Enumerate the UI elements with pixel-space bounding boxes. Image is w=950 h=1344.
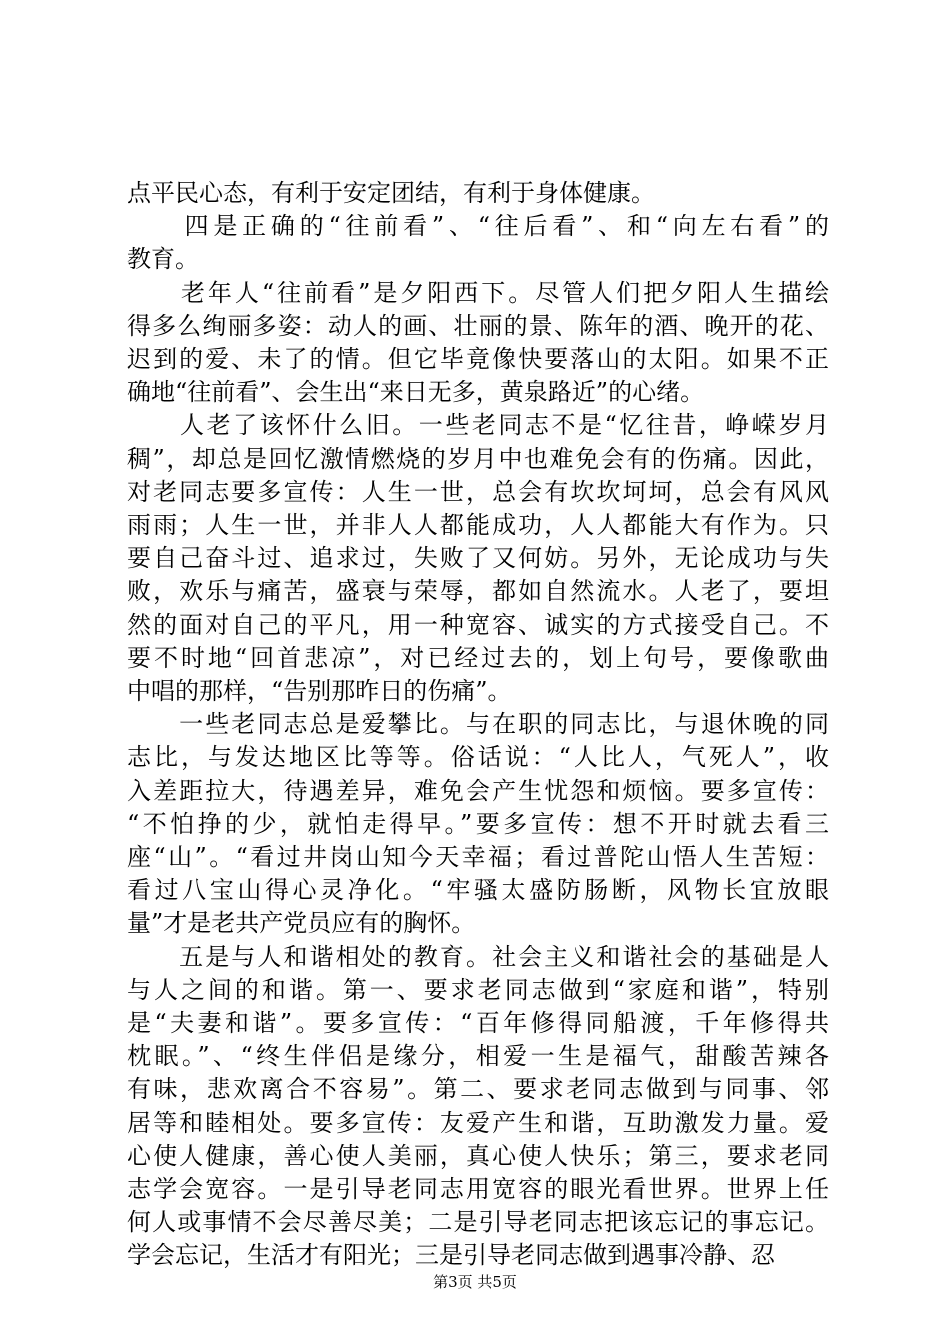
text-line: “不怕挣的少，就怕走得早。”要多宣传：想不开时就去看三 <box>127 810 829 838</box>
text-line: 中唱的那样，“告别那昨日的伤痛”。 <box>127 677 512 705</box>
text-line: 要不时地“回首悲凉”，对已经过去的，划上句号，要像歌曲 <box>127 644 829 672</box>
text-line: 看过八宝山得心灵净化。“牢骚太盛防肠断，风物长宜放眼 <box>127 876 829 904</box>
text-line: 有味，悲欢离合不容易”。第二、要求老同志做到与同事、邻 <box>127 1075 829 1103</box>
text-line: 确地“往前看”、会生出“来日无多，黄泉路近”的心绪。 <box>127 378 705 406</box>
text-line: 枕眠。”、“终生伴侣是缘分，相爱一生是福气，甜酸苦辣各 <box>127 1042 829 1070</box>
text-line: 稠”，却总是回忆激情燃烧的岁月中也难免会有的伤痛。因此， <box>127 445 829 473</box>
text-line: 四是正确的“往前看”、“往后看”、和“向左右看”的 <box>127 212 829 240</box>
text-line: 入差距拉大，待遇差异，难免会产生忧怨和烦恼。要多宣传： <box>127 777 829 805</box>
text-line: 败，欢乐与痛苦，盛衰与荣辱，都如自然流水。人老了，要坦 <box>127 577 829 605</box>
text-line: 居等和睦相处。要多宣传：友爱产生和谐，互助激发力量。爱 <box>127 1109 829 1137</box>
text-line: 与人之间的和谐。第一、要求老同志做到“家庭和谐”，特别 <box>127 976 829 1004</box>
text-line: 志比，与发达地区比等等。俗话说：“人比人，气死人”，收 <box>127 743 829 771</box>
text-line: 人老了该怀什么旧。一些老同志不是“忆往昔，峥嵘岁月 <box>127 411 829 439</box>
text-line: 心使人健康，善心使人美丽，真心使人快乐；第三，要求老同 <box>127 1142 829 1170</box>
text-line: 学会忘记，生活才有阳光；三是引导老同志做到遇事冷静、忍 <box>127 1241 775 1269</box>
text-line: 志学会宽容。一是引导老同志用宽容的眼光看世界。世界上任 <box>127 1175 829 1203</box>
text-line: 迟到的爱、未了的情。但它毕竟像快要落山的太阳。如果不正 <box>127 345 829 373</box>
text-line: 座“山”。“看过井岗山知今天幸福；看过普陀山悟人生苦短： <box>127 843 829 871</box>
text-line: 何人或事情不会尽善尽美；二是引导老同志把该忘记的事忘记。 <box>127 1208 829 1236</box>
text-line: 点平民心态，有利于安定团结，有利于身体健康。 <box>127 179 655 207</box>
page-footer: 第3页 共5页 <box>433 1273 517 1291</box>
text-line: 是“夫妻和谐”。要多宣传：“百年修得同船渡，千年修得共 <box>127 1009 829 1037</box>
text-line: 对老同志要多宣传：人生一世，总会有坎坎坷坷，总会有风风 <box>127 478 829 506</box>
text-line: 教育。 <box>127 245 199 273</box>
text-line: 一些老同志总是爱攀比。与在职的同志比，与退休晚的同 <box>127 710 829 738</box>
text-line: 老年人“往前看”是夕阳西下。尽管人们把夕阳人生描绘 <box>127 279 829 307</box>
text-line: 然的面对自己的平凡，用一种宽容、诚实的方式接受自己。不 <box>127 611 829 639</box>
text-line: 量”才是老共产党员应有的胸怀。 <box>127 909 476 937</box>
text-line: 得多么绚丽多姿：动人的画、壮丽的景、陈年的酒、晚开的花、 <box>127 312 829 340</box>
text-line: 要自己奋斗过、追求过，失败了又何妨。另外，无论成功与失 <box>127 544 829 572</box>
text-line: 雨雨；人生一世，并非人人都能成功，人人都能大有作为。只 <box>127 511 829 539</box>
text-line: 五是与人和谐相处的教育。社会主义和谐社会的基础是人 <box>127 943 829 971</box>
